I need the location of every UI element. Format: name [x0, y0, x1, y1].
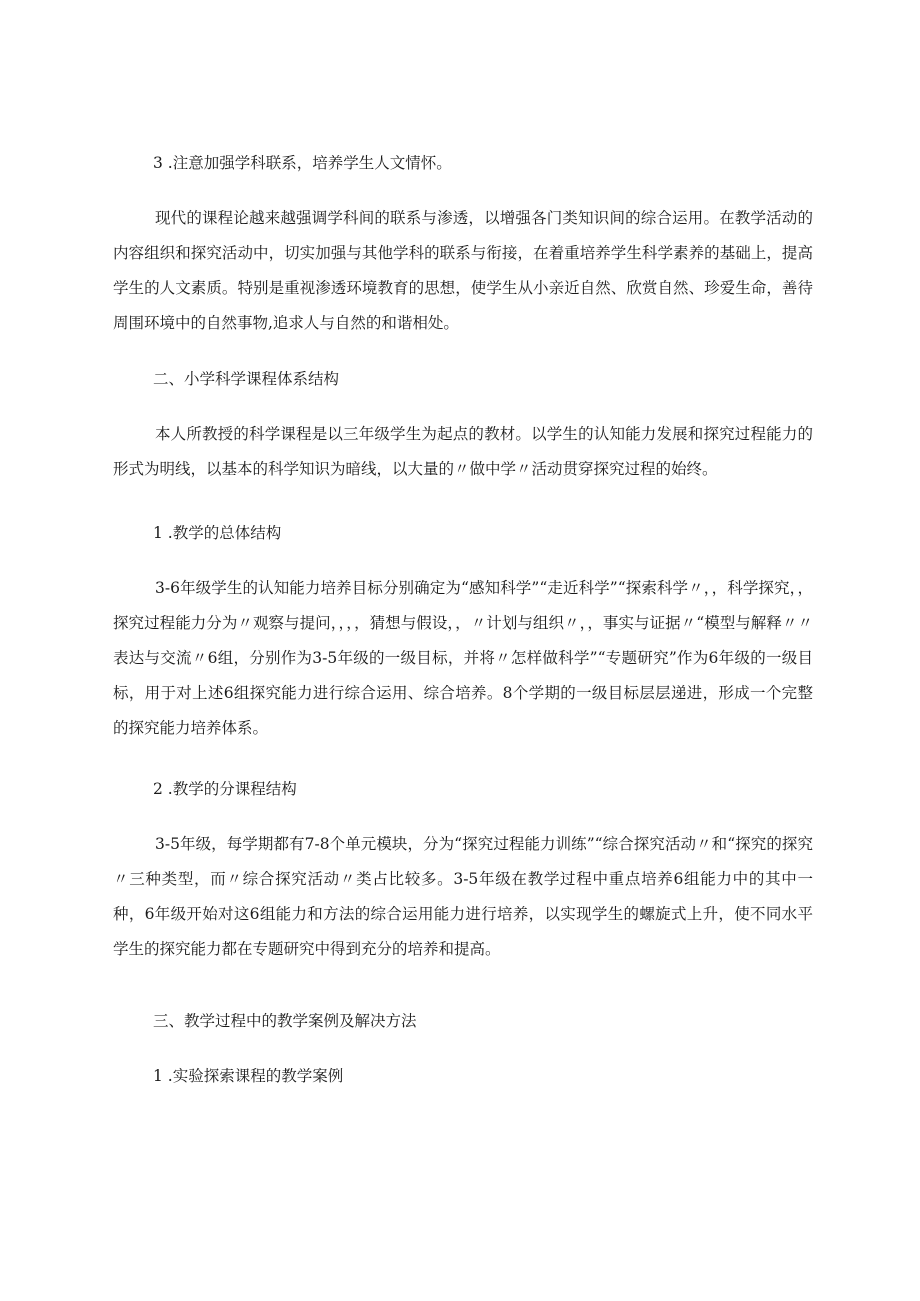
section-heading-teaching-cases: 三、教学过程中的教学案例及解决方法 [153, 1012, 417, 1030]
paragraph-curriculum-integration: 现代的课程论越来越强调学科间的联系与渗透，以增强各门类知识间的综合运用。在教学活动的内容组织和探究活动中，切实加强与其他学科的联系与衔接，在着重培养学生科学素养的基础上，提高学生的人文素质。特别是重视渗透环境教育的思想，使学生从小亲近自然、欣赏自然、珍爱生命，善待周围环境中的自然事物,追求人与自然的和谐相处。 [113, 209, 813, 332]
section-heading-curriculum-structure: 二、小学科学课程体系结构 [153, 370, 340, 388]
section-heading-experiment-case: 1 .实验探索课程的教学案例 [153, 1067, 344, 1085]
paragraph-ability-goals: 3-6年级学生的认知能力培养目标分别确定为“感知科学”“走近科学”“探索科学〃，，科学探究，，探究过程能力分为〃观察与提问，，，，猜想与假设，，〃计划与组织〃，，事实与证据〃“模型与解释〃〃表达与交流〃6组，分别作为3-5年级的一级目标，并将〃怎样做科学”“专题研究”作为6年级的一级目标，用于对上述6组探究能力进行综合运用、综合培养。8个学期的一级目标层层递进，形成一个完整的探究能力培养体系。 [113, 579, 813, 737]
paragraph-unit-modules: 3-5年级，每学期都有7-8个单元模块，分为“探究过程能力训练”“综合探究活动〃和“探究的探究〃三种类型，而〃综合探究活动〃类占比较多。3-5年级在教学过程中重点培养6组能力中的其中一种，6年级开始对这6组能力和方法的综合运用能力进行培养，以实现学生的螺旋式上升，使不同水平学生的探究能力都在专题研究中得到充分的培养和提高。 [113, 835, 813, 958]
section-heading-overall-structure: 1 .教学的总体结构 [153, 524, 282, 542]
paragraph-course-materials: 本人所教授的科学课程是以三年级学生为起点的教材。以学生的认知能力发展和探究过程能力的形式为明线，以基本的科学知识为暗线，以大量的〃做中学〃活动贯穿探究过程的始终。 [113, 425, 813, 478]
section-heading-3-humanities: 3 .注意加强学科联系，培养学生人文情怀。 [153, 154, 452, 172]
section-heading-sub-course-structure: 2 .教学的分课程结构 [153, 780, 297, 798]
